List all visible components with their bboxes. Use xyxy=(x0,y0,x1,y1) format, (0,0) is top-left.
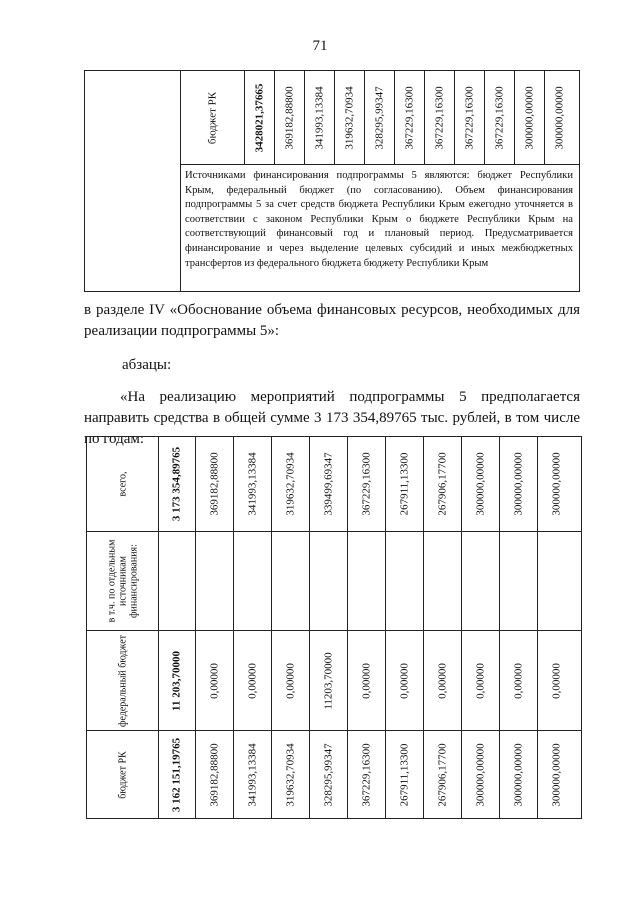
table-cell xyxy=(538,437,576,531)
cell-value: 341993,13384 xyxy=(246,452,259,516)
table-cell xyxy=(500,631,538,730)
value-text: 319632,70934 xyxy=(343,86,356,150)
cell-value: 319632,70934 xyxy=(284,452,297,516)
table-cell xyxy=(538,731,576,818)
table-cell xyxy=(196,731,234,818)
row-header-text: бюджет РК xyxy=(117,750,128,799)
cell-value: 300000,00000 xyxy=(474,452,487,516)
table-cell xyxy=(462,731,500,818)
table-cell xyxy=(196,437,234,531)
cell-value: 11 203,70000 xyxy=(170,650,183,711)
cell-value: 300000,00000 xyxy=(474,742,487,807)
cell-value: 341993,13384 xyxy=(246,742,259,807)
table-row xyxy=(87,731,581,818)
cell-value: 367229,16300 xyxy=(360,742,373,807)
table-cell xyxy=(462,631,500,730)
cell-value: 0,00000 xyxy=(246,662,259,699)
table-cell xyxy=(234,631,272,730)
table-cell xyxy=(310,532,348,630)
value-cell xyxy=(515,71,545,165)
table-cell xyxy=(424,731,462,818)
table-cell xyxy=(310,631,348,730)
header-label: бюджет РК xyxy=(206,91,219,145)
cell-value: 300000,00000 xyxy=(550,742,563,807)
funding-by-year-table xyxy=(86,436,582,819)
table-row xyxy=(87,437,581,532)
table-cell xyxy=(159,532,196,630)
financing-table-top xyxy=(84,70,580,292)
row-header-cell xyxy=(87,731,159,818)
table-cell xyxy=(462,532,500,630)
cell-value: 328295,99347 xyxy=(322,742,335,807)
table-row xyxy=(87,631,581,731)
table-cell xyxy=(538,532,576,630)
value-cell xyxy=(275,71,305,165)
table-cell xyxy=(159,437,196,531)
value-text: 328295,99347 xyxy=(373,86,386,150)
cell-value: 0,00000 xyxy=(360,662,373,699)
table-row xyxy=(87,532,581,631)
value-text: 369182,88800 xyxy=(283,86,296,150)
table-cell xyxy=(159,631,196,730)
financing-sources-note: Источниками финансирования подпрограммы 5 являются: бюджет Республики Крым, федеральный бюджет (по согласованию). Объем финансирования подпрограммы 5 за счет средств бюджета Республики Крым ежегодно уточняется в соответствии с законом Республики Крым о бюджете Республики Крым на соответствующий финансовый год и плановый период. Предусматривается финансирование и через выделение целевых субсидий и иных межбюджетных трансфертов из федерального бюджета бюджету Республики Крым xyxy=(185,170,573,269)
value-cell xyxy=(245,71,275,165)
table-cell xyxy=(272,532,310,630)
table-cell xyxy=(424,437,462,531)
table-cell xyxy=(538,631,576,730)
cell-value: 0,00000 xyxy=(436,662,449,699)
row-header-cell xyxy=(87,437,159,531)
table-cell xyxy=(348,631,386,730)
cell-value: 267906,17700 xyxy=(436,452,449,516)
value-cell xyxy=(395,71,425,165)
value-text: 3428021,37665 xyxy=(253,83,266,153)
table-cell xyxy=(500,532,538,630)
cell-value: 3 173 354,89765 xyxy=(170,446,183,522)
value-cell xyxy=(455,71,485,165)
row-header-cell xyxy=(87,631,159,730)
cell-value: 300000,00000 xyxy=(512,742,525,807)
value-text: 367229,16300 xyxy=(403,86,416,150)
table-cell xyxy=(386,731,424,818)
table-cell xyxy=(500,731,538,818)
value-cell xyxy=(545,71,575,165)
table-cell xyxy=(272,437,310,531)
table-cell xyxy=(196,532,234,630)
cell-value: 11203,70000 xyxy=(322,651,335,710)
table-cell xyxy=(424,532,462,630)
row-header-text: всего, xyxy=(117,471,128,497)
value-cell xyxy=(305,71,335,165)
table-cell xyxy=(500,437,538,531)
table-cell xyxy=(272,631,310,730)
row-header-cell xyxy=(87,532,159,630)
cell-value: 267906,17700 xyxy=(436,742,449,807)
cell-value: 369182,88800 xyxy=(208,452,221,516)
cell-value: 0,00000 xyxy=(284,662,297,699)
cell-value: 3 162 151,19765 xyxy=(170,737,183,812)
paragraphs-label: абзацы: xyxy=(122,357,172,373)
table-cell xyxy=(234,437,272,531)
cell-value: 0,00000 xyxy=(550,662,563,699)
table-cell xyxy=(424,631,462,730)
table-cell xyxy=(386,437,424,531)
value-text: 300000,00000 xyxy=(523,86,536,150)
cell-value: 267911,13300 xyxy=(398,743,411,806)
table-cell xyxy=(234,731,272,818)
table-cell xyxy=(462,437,500,531)
cell-value: 267911,13300 xyxy=(398,452,411,516)
row-header-text: федеральный бюджет xyxy=(117,634,128,727)
value-cell xyxy=(425,71,455,165)
cell-value: 369182,88800 xyxy=(208,742,221,807)
cell-value: 0,00000 xyxy=(474,662,487,699)
value-text: 341993,13384 xyxy=(313,86,326,150)
table-cell xyxy=(348,731,386,818)
table-cell xyxy=(272,731,310,818)
cell-value: 300000,00000 xyxy=(550,452,563,516)
value-text: 367229,16300 xyxy=(463,86,476,150)
budget-rk-row xyxy=(181,71,579,165)
cell-value: 367229,16300 xyxy=(360,452,373,516)
table-cell xyxy=(159,731,196,818)
value-cell xyxy=(335,71,365,165)
value-text: 300000,00000 xyxy=(553,86,566,150)
row-header-text: в т.ч. по отдельным источникам финансирования: xyxy=(106,539,139,623)
funding-total-paragraph: «На реализацию мероприятий подпрограммы 5 предполагается направить средства в общей сумме 3 173 354,89765 тыс. рублей, в том числе по годам: xyxy=(84,389,580,447)
value-text: 367229,16300 xyxy=(493,86,506,150)
cell-value: 0,00000 xyxy=(208,662,221,699)
page-number: 71 xyxy=(312,38,328,54)
cell-value: 339499,69347 xyxy=(322,452,335,516)
value-cell xyxy=(485,71,515,165)
table-cell xyxy=(348,532,386,630)
section-iv-line: в разделе IV «Обоснование объема финансовых ресурсов, необходимых для реализации подпрограммы 5»: xyxy=(84,302,580,339)
table-cell xyxy=(348,437,386,531)
header-cell xyxy=(181,71,245,165)
value-cell xyxy=(365,71,395,165)
table-cell xyxy=(234,532,272,630)
table-cell xyxy=(310,731,348,818)
empty-left-column xyxy=(85,71,181,291)
table-cell xyxy=(386,631,424,730)
table-cell xyxy=(310,437,348,531)
cell-value: 0,00000 xyxy=(398,662,411,699)
table-cell xyxy=(196,631,234,730)
table-cell xyxy=(386,532,424,630)
cell-value: 0,00000 xyxy=(512,662,525,699)
value-text: 367229,16300 xyxy=(433,86,446,150)
cell-value: 300000,00000 xyxy=(512,452,525,516)
cell-value: 319632,70934 xyxy=(284,742,297,807)
